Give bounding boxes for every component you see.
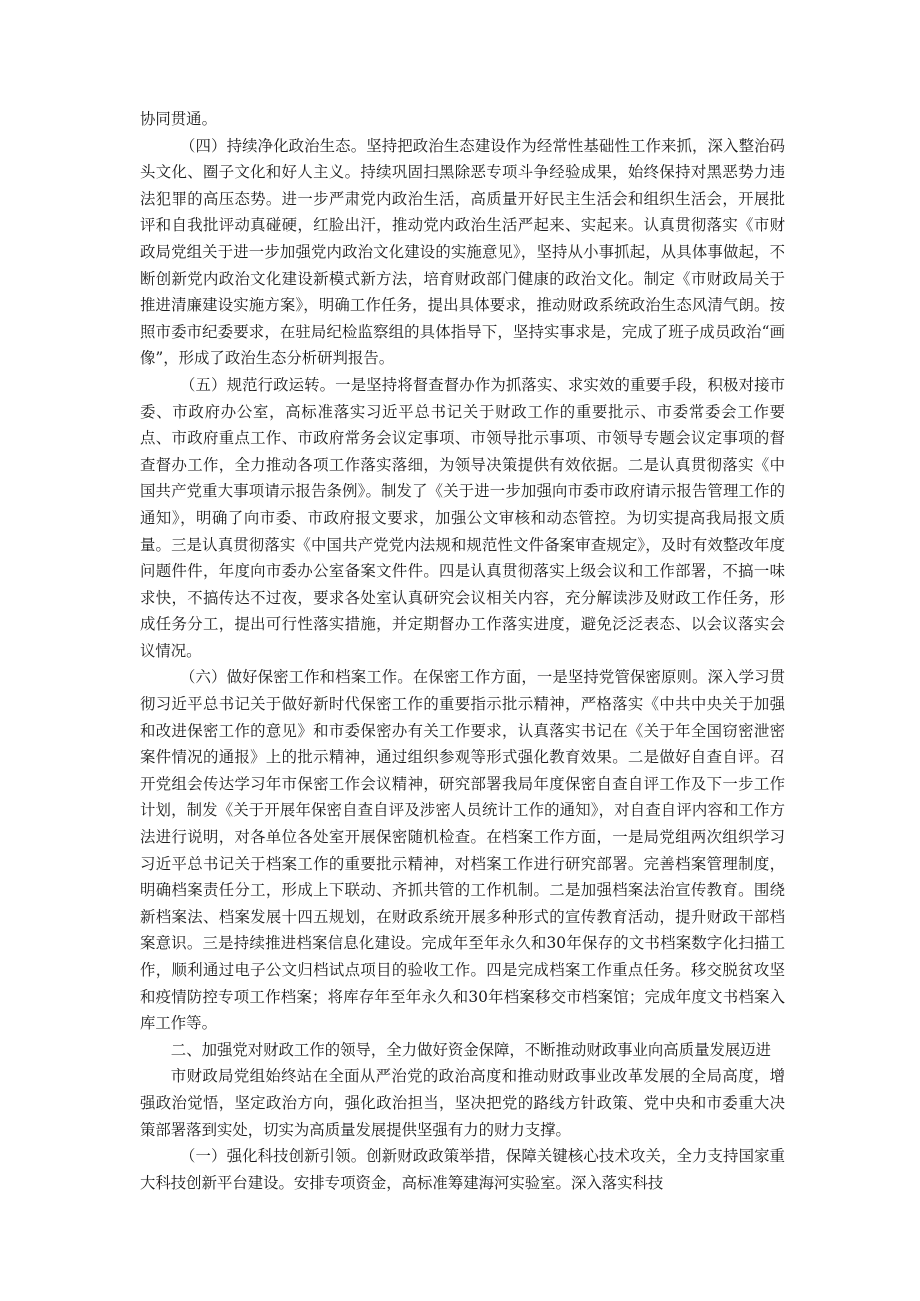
section-1-tech-innovation: （一）强化科技创新引领。创新财政政策举措，保障关键核心技术攻关，全力支持国家重大科技创新平台建设。安排专项资金，高标准筹建海河实验室。深入落实科技	[140, 1147, 785, 1192]
chapter-2-heading: 二、加强党对财政工作的领导，全力做好资金保障，不断推动财政事业向高质量发展迈进	[170, 1040, 772, 1059]
document-page	[140, 106, 785, 1196]
section-6-confidentiality-and-archives: （六）做好保密工作和档案工作。在保密工作方面，一是坚持党管保密原则。深入学习贯彻习近平总书记关于做好新时代保密工作的重要指示批示精神，严格落实《中共中央关于加强和改进保密工作的意见》和市委保密办有关工作要求，认真落实书记在《关于年全国窃密泄密案件情况的通报》上的批示精神，通过组织参观等形式强化教育效果。二是做好自查自评。召开党组会传达学习年市保密工作会议精神，研究部署我局年度保密自查自评工作及下一步工作计划，制发《关于开展年保密自查自评及涉密人员统计工作的通知》，对自查自评内容和工作方法进行说明，对各单位各处室开展保密随机检查。在档案工作方面，一是局党组两次组织学习习近平总书记关于档案工作的重要批示精神，对档案工作进行研究部署。完善档案管理制度，明确档案责任分工，形成上下联动、齐抓共管的工作机制。二是加强档案法治宣传教育。围绕新档案法、档案发展十四五规划，在财政系统开展多种形式的宣传教育活动，提升财政干部档案意识。三是持续推进档案信息化建设。完成年至年永久和30年保存的文书档案数字化扫描工作，顺利通过电子公文归档试点项目的验收工作。四是完成档案工作重点任务。移交脱贫攻坚和疫情防控专项工作档案；将库存年至年永久和30年档案移交市档案馆；完成年度文书档案入库工作等。	[140, 668, 785, 1033]
section-5-standardize-administrative-operation: （五）规范行政运转。一是坚持将督查督办作为抓落实、求实效的重要手段，积极对接市委、市政府办公室，高标准落实习近平总书记关于财政工作的重要批示、市委常委会工作要点、市政府重点工作、市政府常务会议定事项、市领导批示事项、市领导专题会议定事项的督查督办工作，全力推动各项工作落实落细，为领导决策提供有效依据。二是认真贯彻落实《中国共产党重大事项请示报告条例》。制发了《关于进一步加强向市委市政府请示报告管理工作的通知》，明确了向市委、市政府报文要求，加强公文审核和动态管控。为切实提高我局报文质量。三是认真贯彻落实《中国共产党党内法规和规范性文件备案审查规定》，及时有效整改年度问题件件，年度向市委办公室备案文件件。四是认真贯彻落实上级会议和工作部署，不搞一味求快，不搞传达不过夜，要求各处室认真研究会议相关内容，充分解读涉及财政工作任务，形成任务分工，提出可行性落实措施，并定期督办工作落实进度，避免泛泛表态、以会议落实会议情况。	[140, 375, 785, 660]
paragraph-continuation: 协同贯通。	[140, 110, 217, 128]
chapter-2-intro-paragraph: 市财政局党组始终站在全面从严治党的政治高度和推动财政事业改革发展的全局高度，增强政治觉悟，坚定政治方向，强化政治担当，坚决把党的路线方针政策、党中央和市委重大决策部署落到实处，切实为高质量发展提供坚强有力的财力支撑。	[140, 1067, 785, 1139]
section-4-purify-political-ecology: （四）持续净化政治生态。坚持把政治生态建设作为经常性基础性工作来抓，深入整治码头文化、圈子文化和好人主义。持续巩固扫黑除恶专项斗争经验成果，始终保持对黑恶势力违法犯罪的高压态势。进一步严肃党内政治生活，高质量开好民主生活会和组织生活会，开展批评和自我批评动真碰硬，红脸出汗，推动党内政治生活严起来、实起来。认真贯彻落实《市财政局党组关于进一步加强党内政治文化建设的实施意见》，坚持从小事抓起，从具体事做起，不断创新党内政治文化建设新模式新方法，培育财政部门健康的政治文化。制定《市财政局关于推进清廉建设实施方案》，明确工作任务，提出具体要求，推动财政系统政治生态风清气朗。按照市委市纪委要求，在驻局纪检监察组的具体指导下，坚持实事求是，完成了班子成员政治“画像”，形成了政治生态分析研判报告。	[140, 136, 785, 368]
